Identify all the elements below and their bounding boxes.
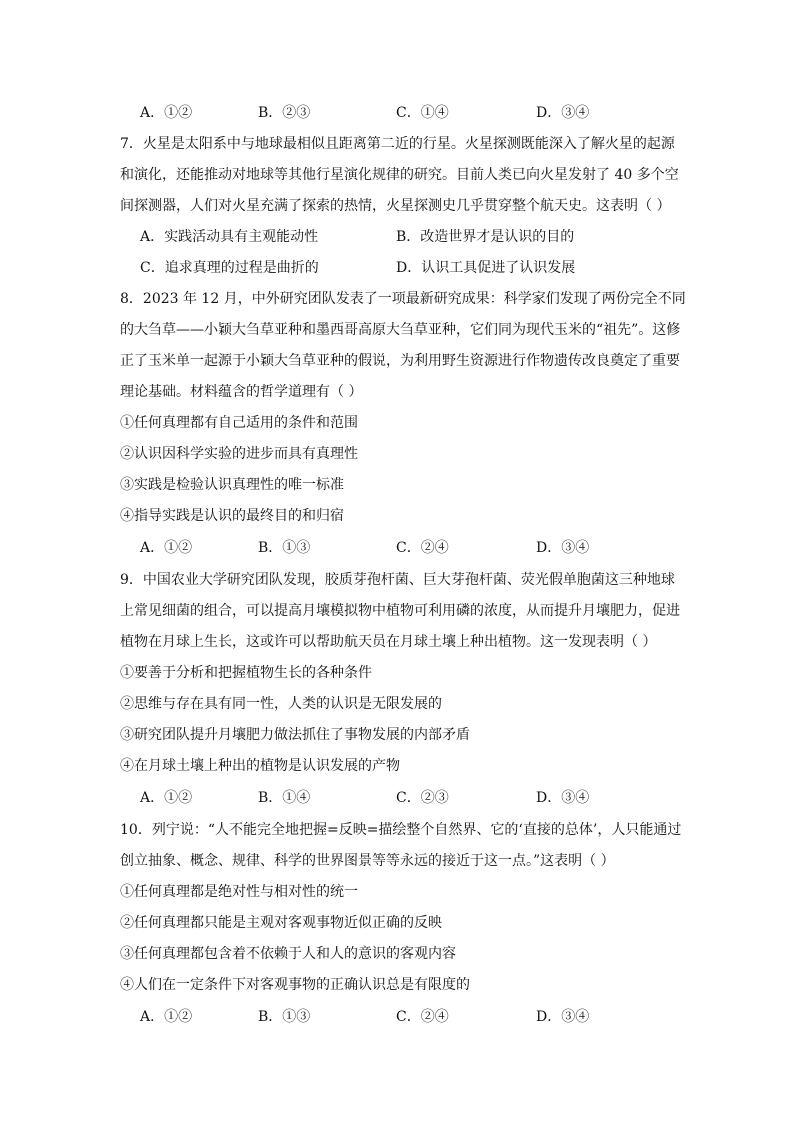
option-a[interactable]: A．①② (140, 105, 193, 121)
q10-statement-2: ②任何真理都只能是主观对客观事物近似正确的反映 (120, 915, 442, 931)
option-d[interactable]: D．③④ (536, 1009, 590, 1025)
q9-stem-line-1: 9．中国农业大学研究团队发现，胶质芽孢杆菌、巨大芽孢杆菌、荧光假单胞菌这三种地球 (120, 572, 675, 588)
q10-statement-4: ④人们在一定条件下对客观事物的正确认识总是有限度的 (120, 977, 470, 993)
q7-option-d[interactable]: D．认识工具促进了认识发展 (396, 260, 576, 276)
q9-statement-3: ③研究团队提升月壤肥力做法抓住了事物发展的内部矛盾 (120, 727, 470, 743)
q8-statement-2: ②认识因科学实验的进步而具有真理性 (120, 446, 358, 462)
q7-option-c[interactable]: C．追求真理的过程是曲折的 (140, 260, 319, 276)
option-a[interactable]: A．①② (140, 790, 193, 806)
q8-statement-4: ④指导实践是认识的最终目的和归宿 (120, 508, 344, 524)
option-c[interactable]: C．②④ (396, 540, 449, 556)
option-c[interactable]: C．②③ (396, 790, 449, 806)
option-b[interactable]: B．①③ (258, 540, 311, 556)
option-a[interactable]: A．①② (140, 1009, 193, 1025)
q10-statement-1: ①任何真理都是绝对性与相对性的统一 (120, 884, 358, 900)
option-b[interactable]: B．①③ (258, 1009, 311, 1025)
q10-statement-3: ③任何真理都包含着不依赖于人和人的意识的客观内容 (120, 946, 456, 962)
q9-statement-1: ①要善于分析和把握植物生长的各种条件 (120, 665, 372, 681)
q7-stem-line-1: 7．火星是太阳系中与地球最相似且距离第二近的行星。火星探测既能深入了解火星的起源 (120, 136, 675, 152)
q7-option-a[interactable]: A．实践活动具有主观能动性 (140, 229, 319, 245)
q8-stem-line-3: 正了玉米单一起源于小颖大刍草亚种的假说，为利用野生资源进行作物遗传改良奠定了重要 (120, 353, 680, 369)
option-d[interactable]: D．③④ (536, 540, 590, 556)
option-c[interactable]: C．②④ (396, 1009, 449, 1025)
option-c[interactable]: C．①④ (396, 105, 449, 121)
q8-stem-line-2: 的大刍草——小颖大刍草亚种和墨西哥高原大刍草亚种，它们同为现代玉米的“祖先”。这修 (120, 322, 681, 338)
q8-stem-line-4: 理论基础。材料蕴含的哲学道理有（ ） (120, 384, 363, 400)
option-d[interactable]: D．③④ (536, 790, 590, 806)
q7-stem-line-3: 间探测器，人们对火星充满了探索的热情，火星探测史几乎贯穿整个航天史。这表明（ ） (120, 198, 671, 214)
q8-statement-1: ①任何真理都有自己适用的条件和范围 (120, 415, 358, 431)
q9-statement-2: ②思维与存在具有同一性，人类的认识是无限发展的 (120, 696, 442, 712)
q9-stem-line-2: 上常见细菌的组合，可以提高月壤模拟物中植物可利用磷的浓度，从而提升月壤肥力，促进 (120, 603, 680, 619)
q9-statement-4: ④在月球土壤上种出的植物是认识发展的产物 (120, 758, 400, 774)
option-b[interactable]: B．②③ (258, 105, 311, 121)
q7-option-b[interactable]: B．改造世界才是认识的目的 (396, 229, 575, 245)
q10-stem-line-1: 10．列宁说：“人不能完全地把握=反映=描绘整个自然界、它的‘直接的总体’，人只能通过 (120, 822, 682, 838)
q9-stem-line-3: 植物在月球上生长，这或许可以帮助航天员在月球土壤上种出植物。这一发现表明（ ） (120, 634, 657, 650)
option-d[interactable]: D．③④ (536, 105, 590, 121)
q10-stem-line-2: 创立抽象、概念、规律、科学的世界图景等等永远的接近于这一点。”这表明（ ） (120, 853, 615, 869)
q7-stem-line-2: 和演化，还能推动对地球等其他行星演化规律的研究。目前人类已向火星发射了 40 多个空 (120, 167, 679, 183)
q8-statement-3: ③实践是检验认识真理性的唯一标准 (120, 477, 344, 493)
option-b[interactable]: B．①④ (258, 790, 311, 806)
option-a[interactable]: A．①② (140, 540, 193, 556)
q8-stem-line-1: 8．2023 年 12 月，中外研究团队发表了一项最新研究成果：科学家们发现了两份完全不同 (120, 291, 686, 307)
